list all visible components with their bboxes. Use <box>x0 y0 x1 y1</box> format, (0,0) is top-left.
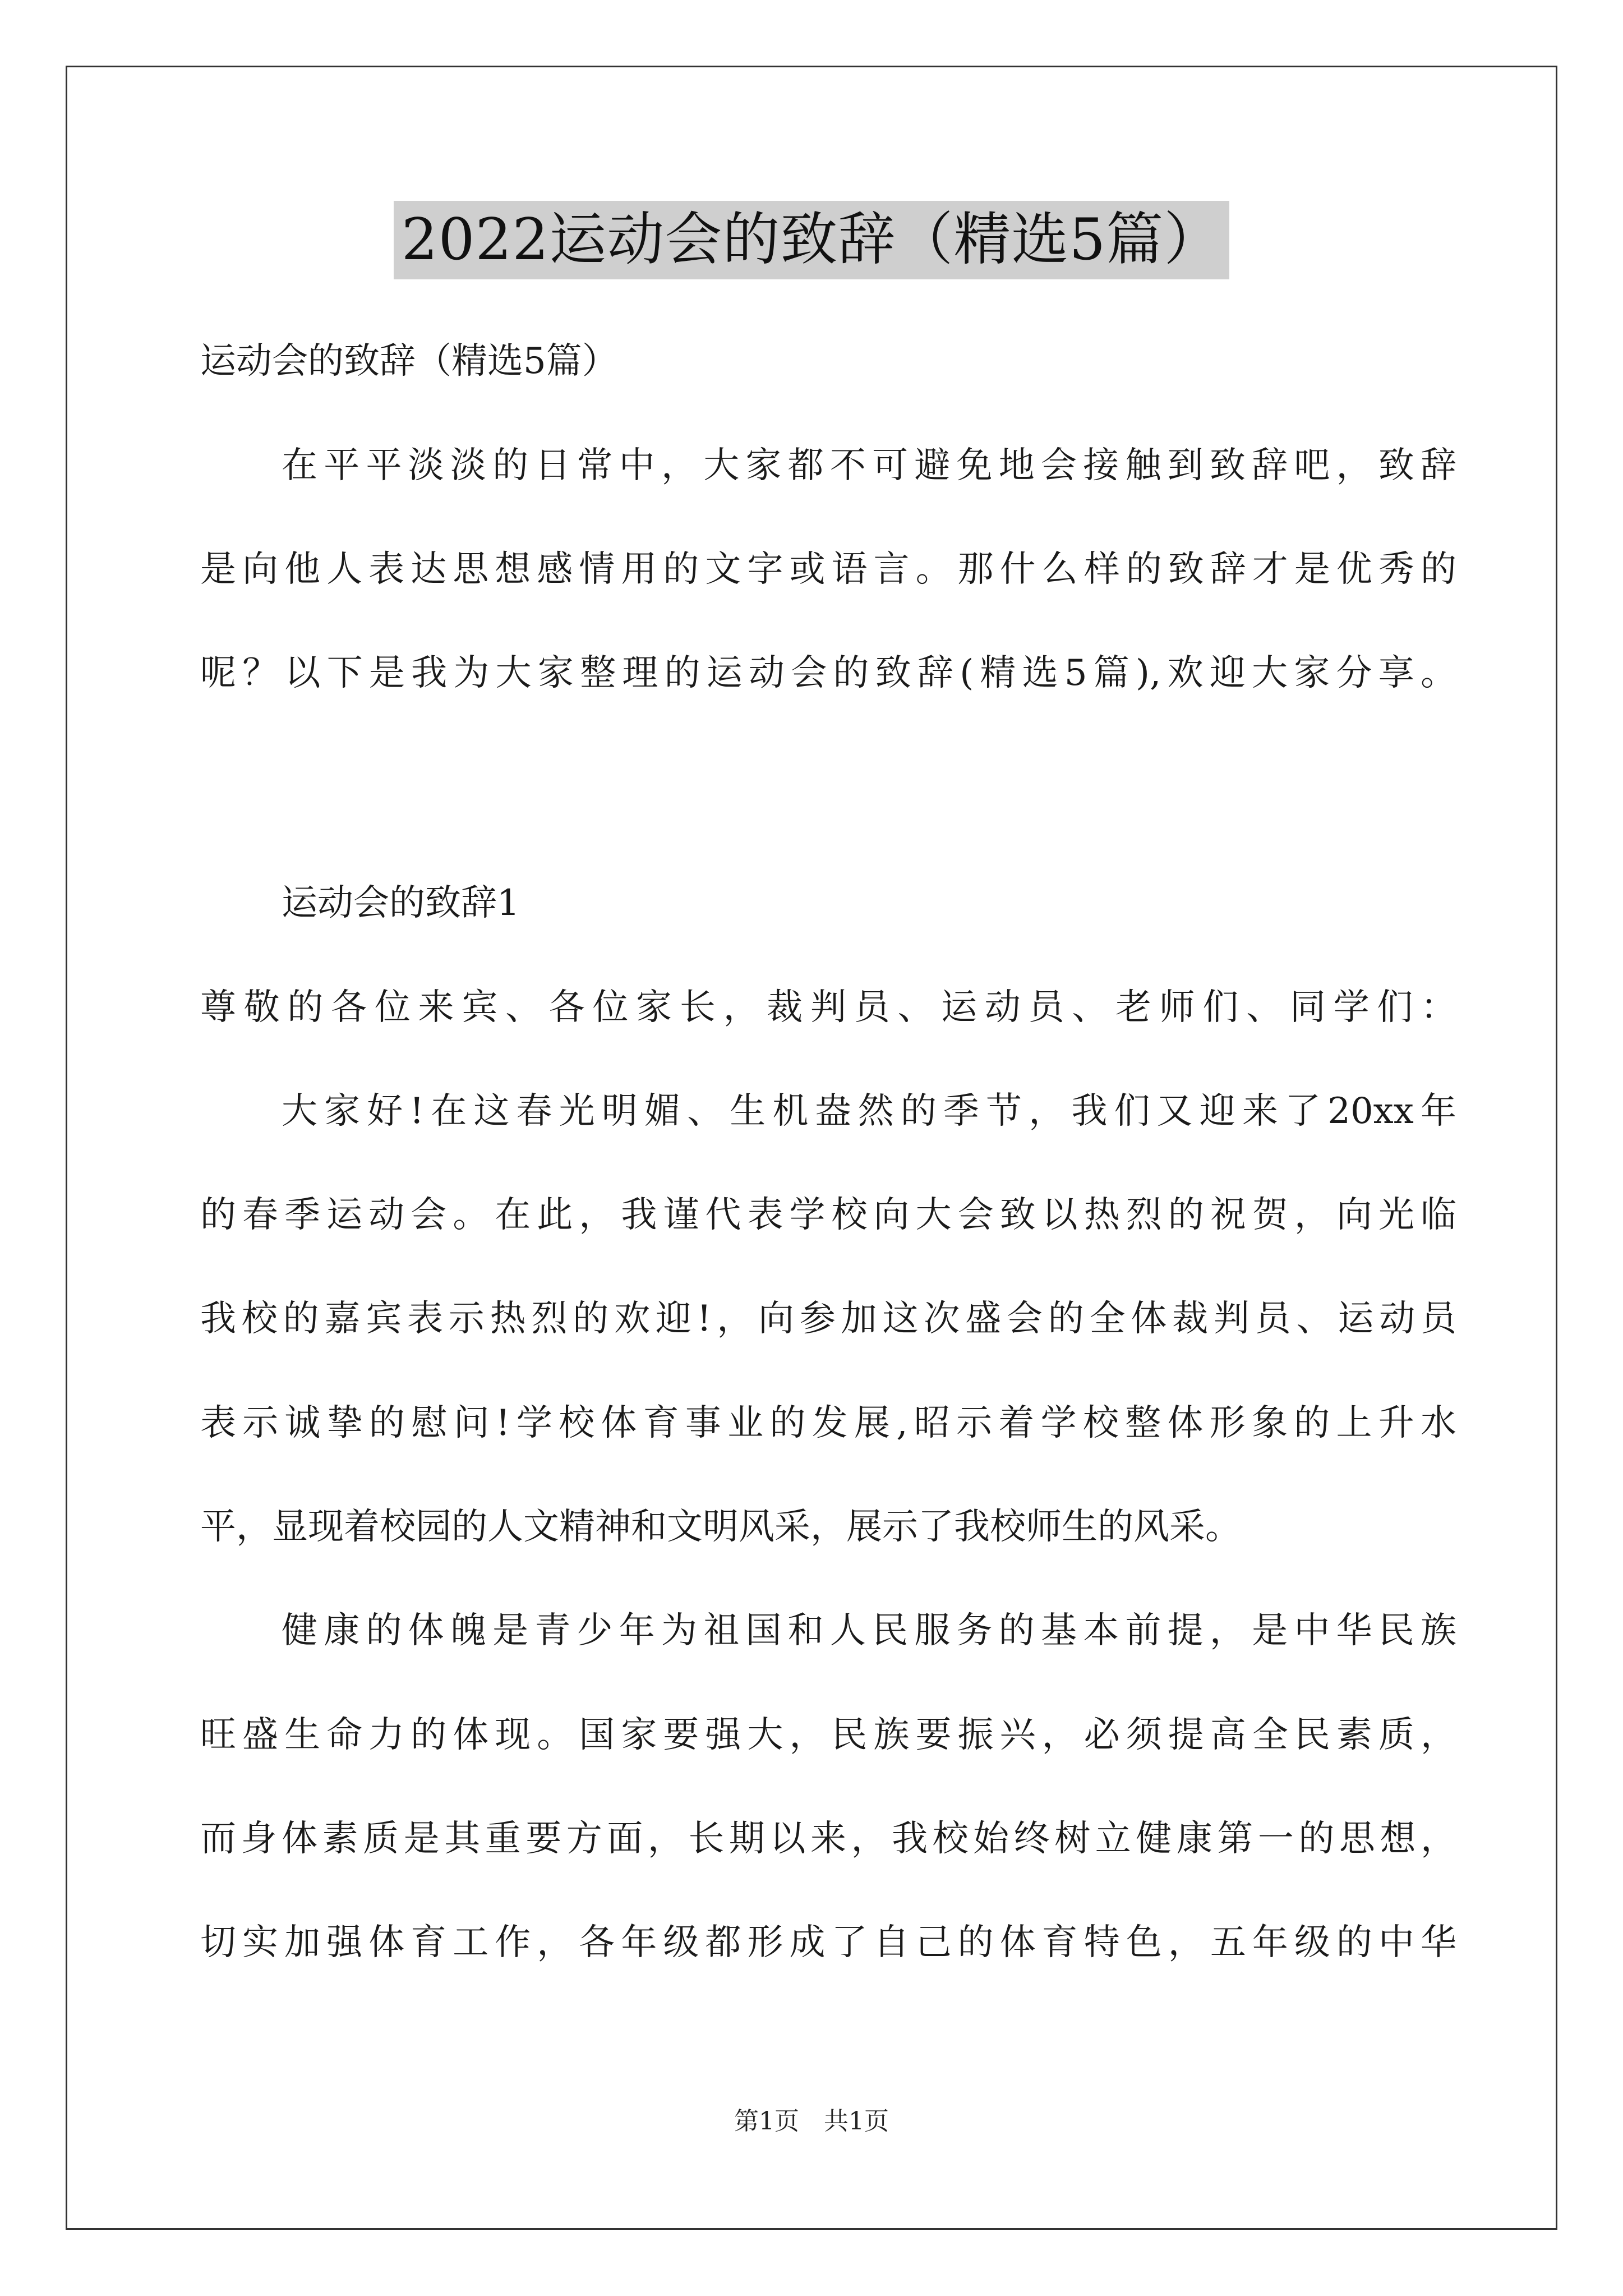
salutation-line: 尊敬的各位来宾、各位家长，裁判员、运动员、老师们、同学们： <box>200 987 1456 1028</box>
paragraph-line: 是向他人表达思想感情用的文字或语言。那什么样的致辞才是优秀的 <box>200 549 1456 590</box>
section-heading: 运动会的致辞1 <box>282 882 520 924</box>
paragraph-line: 而身体素质是其重要方面，长期以来，我校始终树立健康第一的思想， <box>200 1818 1456 1860</box>
document-title: 2022运动会的致辞（精选5篇） <box>394 201 1229 279</box>
paragraph-line: 我校的嘉宾表示热烈的欢迎!，向参加这次盛会的全体裁判员、运动员 <box>200 1298 1456 1340</box>
paragraph-line: 表示诚挚的慰问!学校体育事业的发展,昭示着学校整体形象的上升水 <box>200 1402 1456 1444</box>
subtitle-line: 运动会的致辞（精选5篇） <box>200 341 618 382</box>
page-total: 共1页 <box>824 2107 889 2136</box>
paragraph-line: 呢？以下是我为大家整理的运动会的致辞(精选5篇),欢迎大家分享。 <box>200 652 1456 694</box>
paragraph-line: 在平平淡淡的日常中，大家都不可避免地会接触到致辞吧，致辞 <box>282 445 1456 486</box>
page-number: 第1页 <box>734 2107 799 2136</box>
title-container <box>0 201 1623 279</box>
paragraph-line: 健康的体魄是青少年为祖国和人民服务的基本前提，是中华民族 <box>282 1610 1456 1651</box>
page-border <box>66 66 1557 2230</box>
paragraph-line: 切实加强体育工作，各年级都形成了自己的体育特色，五年级的中华 <box>200 1922 1456 1963</box>
paragraph-line: 平，显现着校园的人文精神和文明风采，展示了我校师生的风采。 <box>200 1506 1241 1548</box>
paragraph-line: 大家好!在这春光明媚、生机盎然的季节，我们又迎来了20xx年 <box>282 1091 1456 1132</box>
page-footer <box>0 2105 1623 2138</box>
paragraph-line: 的春季运动会。在此，我谨代表学校向大会致以热烈的祝贺，向光临 <box>200 1194 1456 1236</box>
paragraph-line: 旺盛生命力的体现。国家要强大，民族要振兴，必须提高全民素质， <box>200 1714 1456 1756</box>
